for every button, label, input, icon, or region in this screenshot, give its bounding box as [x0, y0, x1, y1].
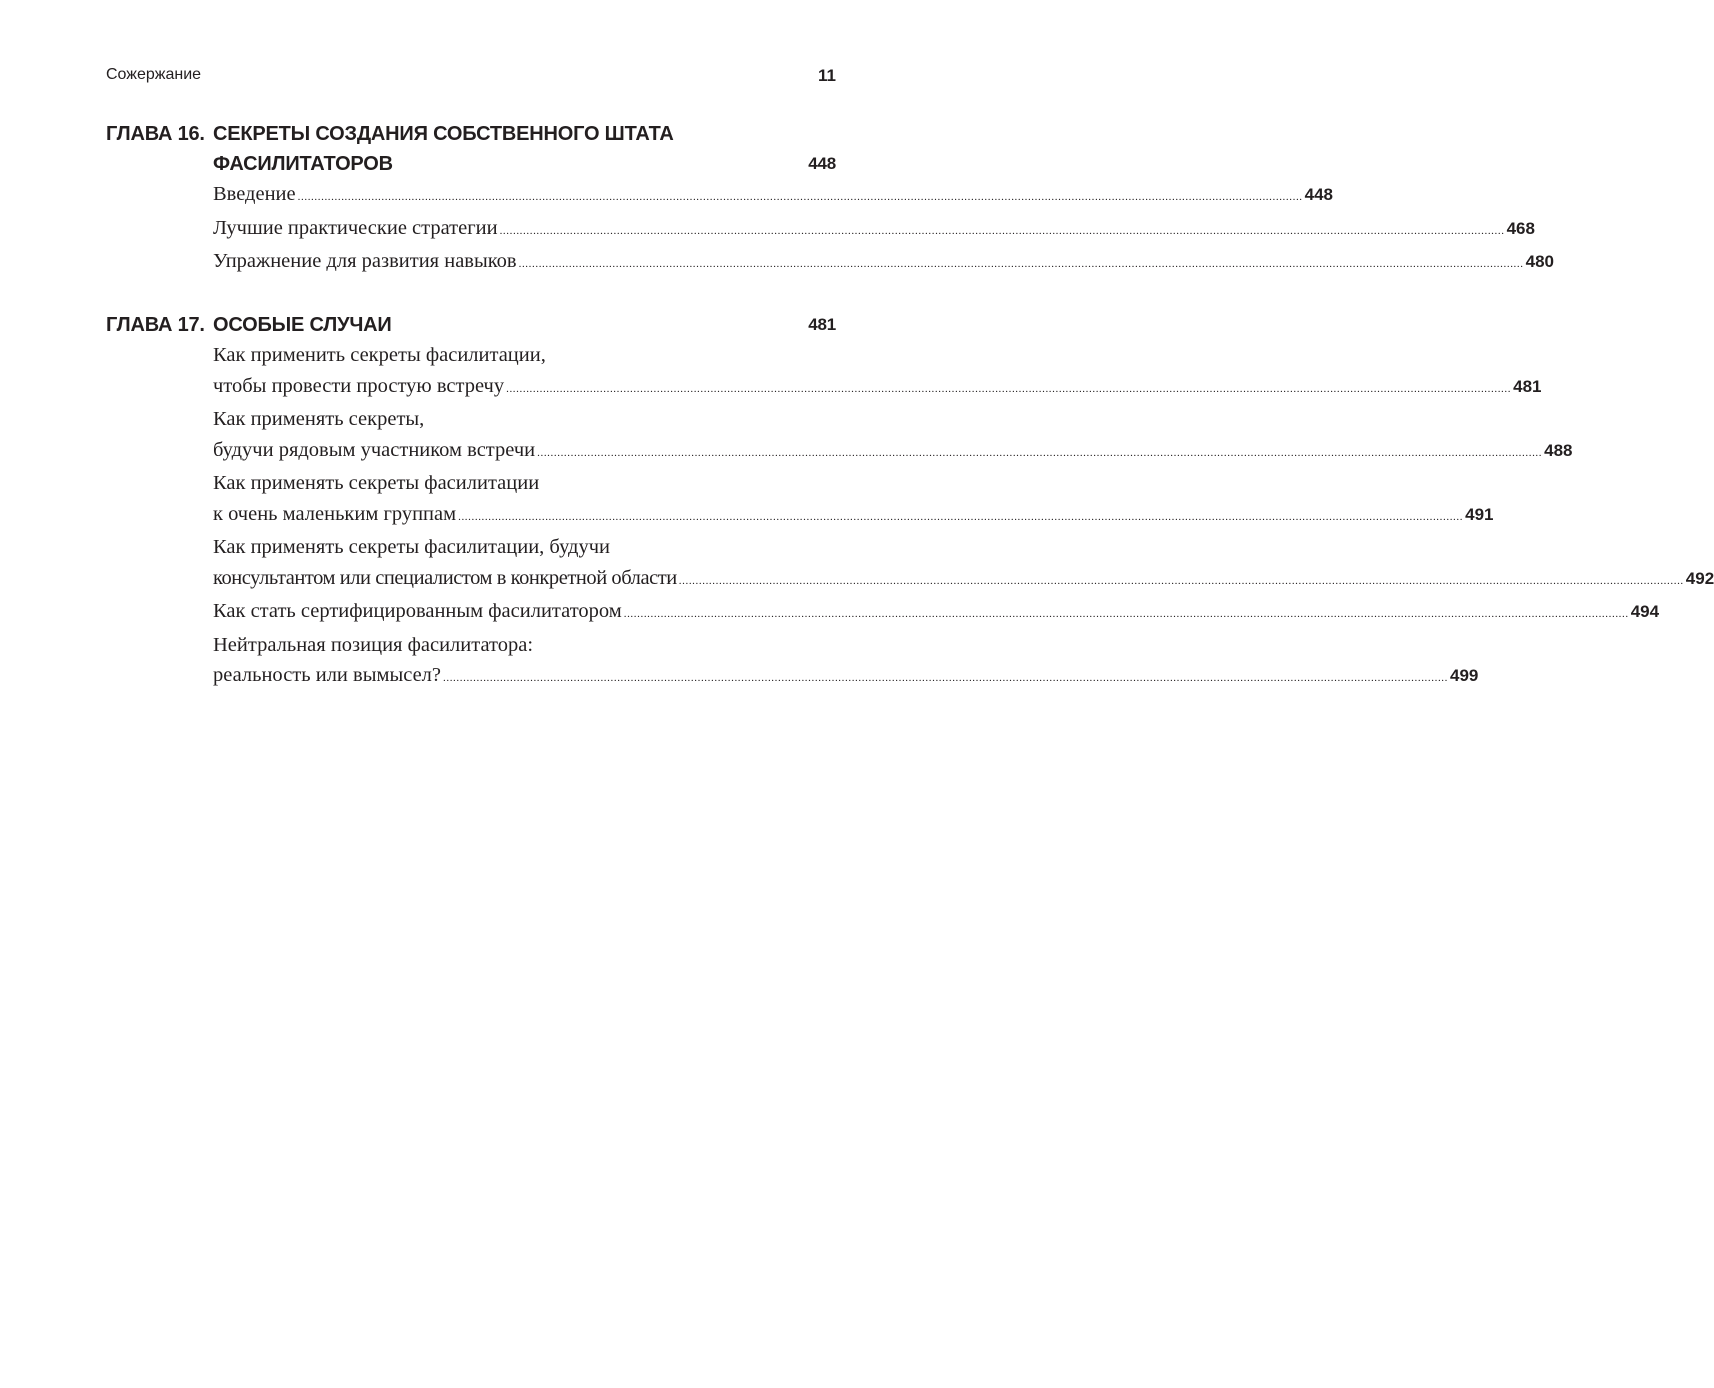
- page-number: 11: [818, 66, 836, 85]
- entry-line: [213, 499, 1494, 533]
- chapter-body: [213, 310, 1714, 694]
- entry-page-number: 499: [1450, 666, 1479, 685]
- toc-entry[interactable]: [213, 213, 1535, 247]
- entry-title: Введение: [213, 183, 296, 205]
- entry-title: будучи рядовым участником встречи: [213, 438, 536, 461]
- chapter-label: ГЛАВА 17.: [106, 314, 205, 336]
- entry-page-number: 491: [1465, 504, 1494, 524]
- chapter-title-row[interactable]: [213, 310, 836, 340]
- entry-title: Лучшие практические стратегии: [213, 216, 498, 239]
- entry-line: [213, 179, 1334, 213]
- dot-leader: ............................................................................................................................................................................................................................................................................................................: [297, 191, 1303, 203]
- entry-title: Упражнение для развития навыков: [213, 250, 517, 272]
- toc-entry[interactable]: [213, 596, 1660, 630]
- dot-leader: ............................................................................................................................................................................................................................................................................................................: [537, 446, 1543, 459]
- toc-entry[interactable]: [213, 404, 1573, 468]
- dot-leader: ............................................................................................................................................................................................................................................................................................................: [518, 258, 1524, 270]
- chapter-title-row[interactable]: [213, 119, 836, 179]
- chapter-page-number: 481: [808, 315, 836, 334]
- entry-title-line: Как применить секреты фасилитации,: [213, 344, 546, 366]
- chapter-title: СЕКРЕТЫ СОЗДАНИЯ СОБСТВЕННОГО ШТАТА ФАСИЛИТАТОРОВ: [213, 123, 674, 175]
- entry-title: Как стать сертифицированным фасилитатором: [213, 600, 622, 622]
- chapter-16: [106, 119, 1554, 280]
- toc-entry[interactable]: [213, 340, 1542, 404]
- entry-page-number: 448: [1304, 185, 1334, 204]
- toc-entry[interactable]: [213, 630, 1479, 694]
- entry-line: [213, 371, 1542, 405]
- chapter-page-number: 448: [808, 154, 836, 173]
- chapter-body: [213, 119, 1554, 280]
- chapter-title: ОСОБЫЕ СЛУЧАИ: [213, 314, 392, 336]
- dot-leader: ............................................................................................................................................................................................................................................................................................................: [458, 510, 1464, 523]
- entry-title-line: Как применять секреты,: [213, 408, 425, 430]
- entry-page-number: 488: [1544, 440, 1573, 460]
- toc-entry[interactable]: [213, 468, 1494, 532]
- entry-line: [213, 246, 1554, 280]
- entry-title-line: Нейтральная позиция фасилитатора:: [213, 633, 534, 656]
- entry-title: реальность или вымысел?: [213, 664, 441, 686]
- chapter-label: ГЛАВА 16.: [106, 123, 205, 145]
- dot-leader: ............................................................................................................................................................................................................................................................................................................: [623, 608, 1629, 620]
- entry-title: консультантом или специалистом в конкретной области: [213, 566, 677, 589]
- page-header: [106, 66, 836, 90]
- entry-page-number: 481: [1513, 376, 1542, 396]
- toc-entry[interactable]: [213, 246, 1554, 280]
- toc-entry[interactable]: [213, 179, 1334, 213]
- chapter-17: [106, 310, 1714, 694]
- toc-entry[interactable]: [213, 532, 1714, 596]
- entry-title-line: Как применять секреты фасилитации, будучи: [213, 536, 610, 558]
- entry-title-line: Как применять секреты фасилитации: [213, 472, 540, 494]
- dot-leader: ............................................................................................................................................................................................................................................................................................................: [499, 224, 1505, 237]
- entry-line: [213, 435, 1573, 469]
- entry-line: [213, 660, 1479, 694]
- entry-line: [213, 563, 1714, 597]
- entry-title: чтобы провести простую встречу: [213, 374, 505, 397]
- entry-page-number: 494: [1630, 602, 1660, 621]
- entry-page-number: 492: [1685, 568, 1714, 588]
- running-head: Сожержание: [106, 66, 202, 83]
- dot-leader: ............................................................................................................................................................................................................................................................................................................: [506, 382, 1512, 395]
- entry-page-number: 480: [1525, 252, 1554, 271]
- dot-leader: ............................................................................................................................................................................................................................................................................................................: [678, 574, 1684, 587]
- dot-leader: ............................................................................................................................................................................................................................................................................................................: [443, 672, 1448, 684]
- entry-line: [213, 213, 1535, 247]
- entry-line: [213, 596, 1660, 630]
- entry-page-number: 468: [1506, 218, 1535, 238]
- entry-title: к очень маленьким группам: [213, 502, 457, 525]
